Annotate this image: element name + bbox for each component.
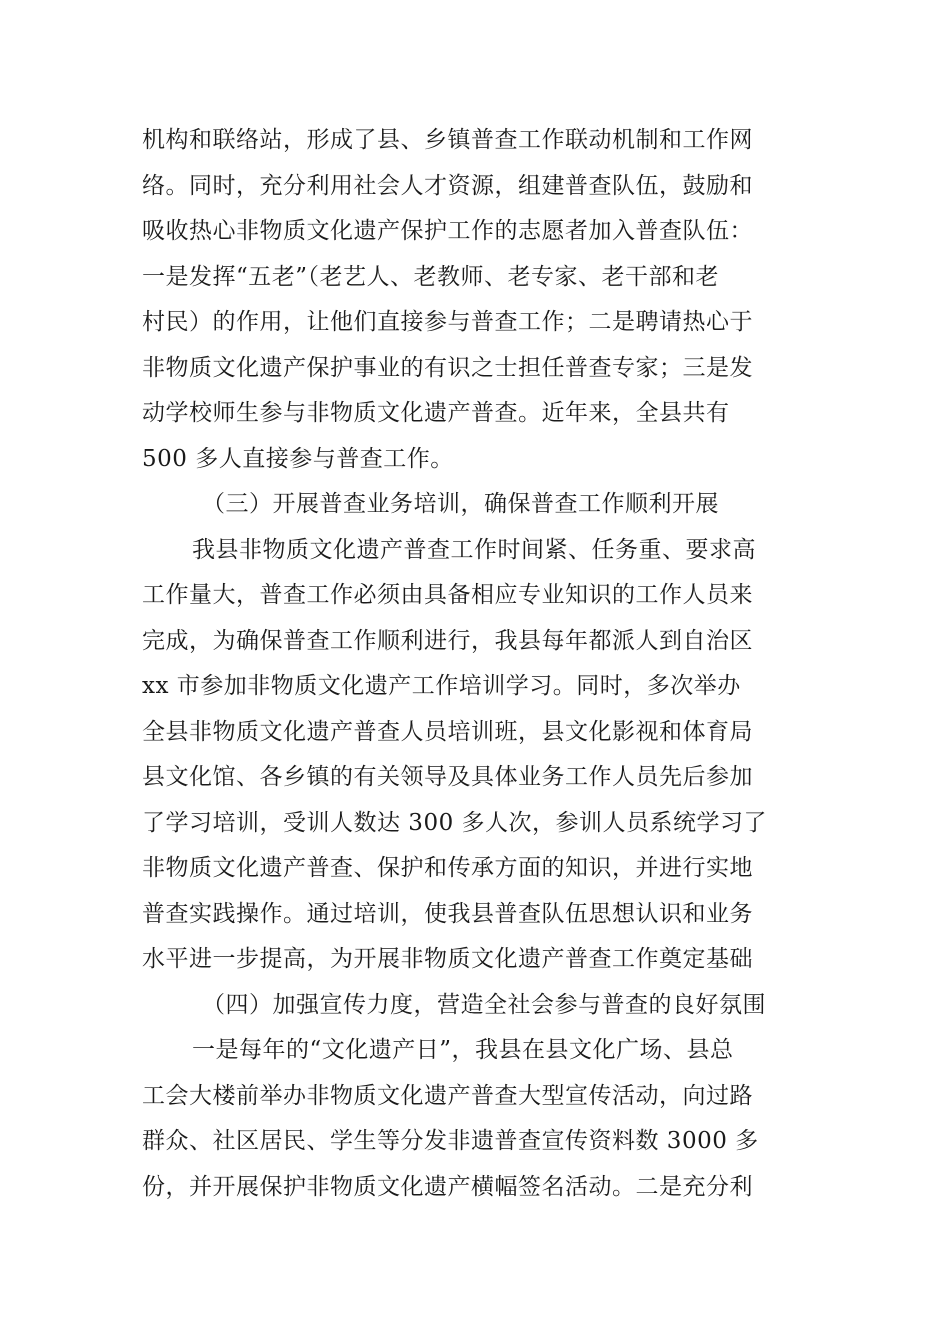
- paragraph-start: 我县非物质文化遗产普查工作时间紧、任务重、要求高: [192, 536, 756, 563]
- text-line: 吸收热心非物质文化遗产保护工作的志愿者加入普查队伍：: [142, 218, 753, 244]
- text-line: 机构和联络站，形成了县、乡镇普查工作联动机制和工作网: [142, 127, 753, 153]
- text-line: 了学习培训，受训人数达 300 多人次，参训人员系统学习了: [142, 809, 768, 836]
- text-line: 一是发挥“五老”（老艺人、老教师、老专家、老干部和老: [142, 263, 720, 290]
- text-line: 工作量大，普查工作必须由具备相应专业知识的工作人员来: [142, 582, 753, 608]
- text-line: 非物质文化遗产保护事业的有识之士担任普查专家；三是发: [142, 354, 753, 381]
- text-line: 群众、社区居民、学生等分发非遗普查宣传资料数 3000 多: [142, 1128, 759, 1154]
- document-body: [142, 118, 812, 1210]
- section-heading-4: （四）加强宣传力度，营造全社会参与普查的良好氛围: [202, 991, 766, 1018]
- text-line: 非物质文化遗产普查、保护和传承方面的知识，并进行实地: [142, 855, 753, 881]
- text-line: 县文化馆、各乡镇的有关领导及具体业务工作人员先后参加: [142, 764, 753, 790]
- text-line: xx 市参加非物质文化遗产工作培训学习。同时，多次举办: [142, 673, 741, 699]
- text-line: 普查实践操作。通过培训，使我县普查队伍思想认识和业务: [142, 900, 753, 927]
- text-line: 水平进一步提高，为开展非物质文化遗产普查工作奠定基础: [142, 946, 753, 972]
- text-line: 络。同时，充分利用社会人才资源，组建普查队伍，鼓励和: [142, 172, 753, 199]
- section-heading-3: （三）开展普查业务培训，确保普查工作顺利开展: [202, 491, 719, 517]
- text-line: 村民）的作用，让他们直接参与普查工作；二是聘请热心于: [142, 309, 753, 335]
- text-line: 动学校师生参与非物质文化遗产普查。近年来，全县共有: [142, 400, 730, 426]
- text-line: 完成，为确保普查工作顺利进行，我县每年都派人到自治区: [142, 627, 753, 654]
- text-line: 工会大楼前举办非物质文化遗产普查大型宣传活动，向过路: [142, 1082, 753, 1109]
- text-line: 500 多人直接参与普查工作。: [142, 445, 454, 472]
- paragraph-start: 一是每年的“文化遗产日”，我县在县文化广场、县总: [192, 1037, 734, 1063]
- text-line: 份，并开展保护非物质文化遗产横幅签名活动。二是充分利: [142, 1173, 753, 1200]
- text-line: 全县非物质文化遗产普查人员培训班，县文化影视和体育局: [142, 718, 753, 745]
